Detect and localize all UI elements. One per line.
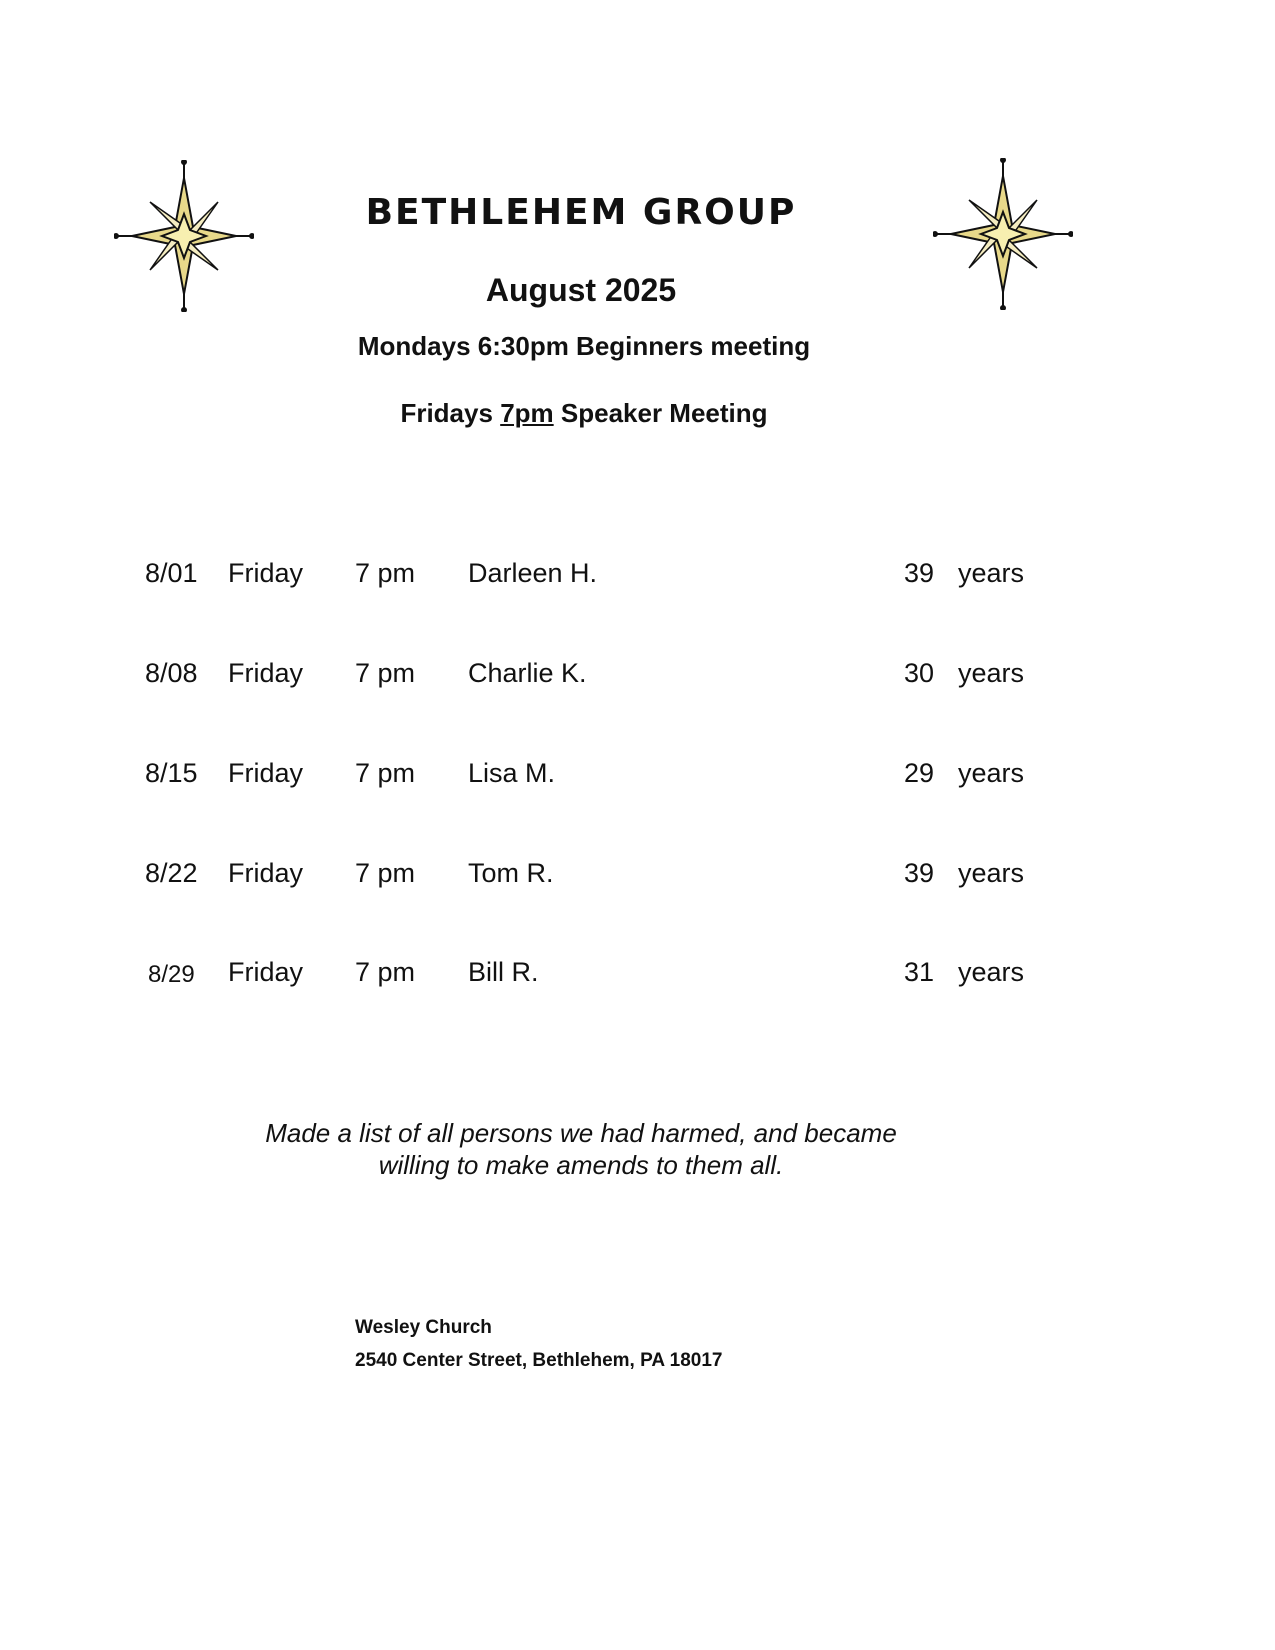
row-date: 8/22 [145,858,198,888]
friday-meeting-line [0,398,1168,429]
row-years-label: years [958,758,1025,788]
row-years-count: 39 [904,858,935,888]
row-time: 7 pm [355,758,416,788]
row-date: 8/29 [148,961,195,988]
row-time: 7 pm [355,558,416,588]
row-speaker: Tom R. [468,858,554,888]
row-years-count: 39 [904,558,935,588]
schedule-row [0,858,1275,898]
row-years-count: 31 [904,957,935,987]
quote-line: Made a list of all persons we had harmed, and became [265,1118,897,1148]
friday-time: 7pm [500,398,554,428]
location-name: Wesley Church [355,1317,492,1338]
row-time: 7 pm [355,858,416,888]
row-time: 7 pm [355,957,416,987]
row-day: Friday [228,957,304,987]
row-date: 8/15 [145,758,198,788]
row-day: Friday [228,858,304,888]
row-speaker: Charlie K. [468,658,587,688]
location-address: 2540 Center Street, Bethlehem, PA 18017 [355,1350,723,1371]
row-speaker: Bill R. [468,957,539,987]
step-quote [0,1117,1162,1181]
row-years-label: years [958,558,1025,588]
friday-prefix: Fridays [400,398,493,428]
row-day: Friday [228,658,304,688]
friday-suffix: Speaker Meeting [560,398,768,428]
row-years-label: years [958,658,1025,688]
schedule-row [0,758,1275,798]
row-day: Friday [228,758,304,788]
row-speaker: Lisa M. [468,758,556,788]
row-day: Friday [228,558,304,588]
row-years-count: 29 [904,758,935,788]
month-heading: August 2025 [485,272,677,308]
location-block [355,1311,723,1377]
schedule-row [0,957,1275,997]
row-years-count: 30 [904,658,935,688]
row-time: 7 pm [355,658,416,688]
row-years-label: years [958,957,1025,987]
row-date: 8/01 [145,558,198,588]
schedule-row [0,558,1275,598]
monday-meeting-line: Mondays 6:30pm Beginners meeting [357,331,811,361]
quote-line: willing to make amends to them all. [378,1150,784,1180]
row-speaker: Darleen H. [468,558,598,588]
page-title: BETHLEHEM GROUP [365,192,797,233]
schedule-row [0,658,1275,698]
row-date: 8/08 [145,658,198,688]
row-years-label: years [958,858,1025,888]
